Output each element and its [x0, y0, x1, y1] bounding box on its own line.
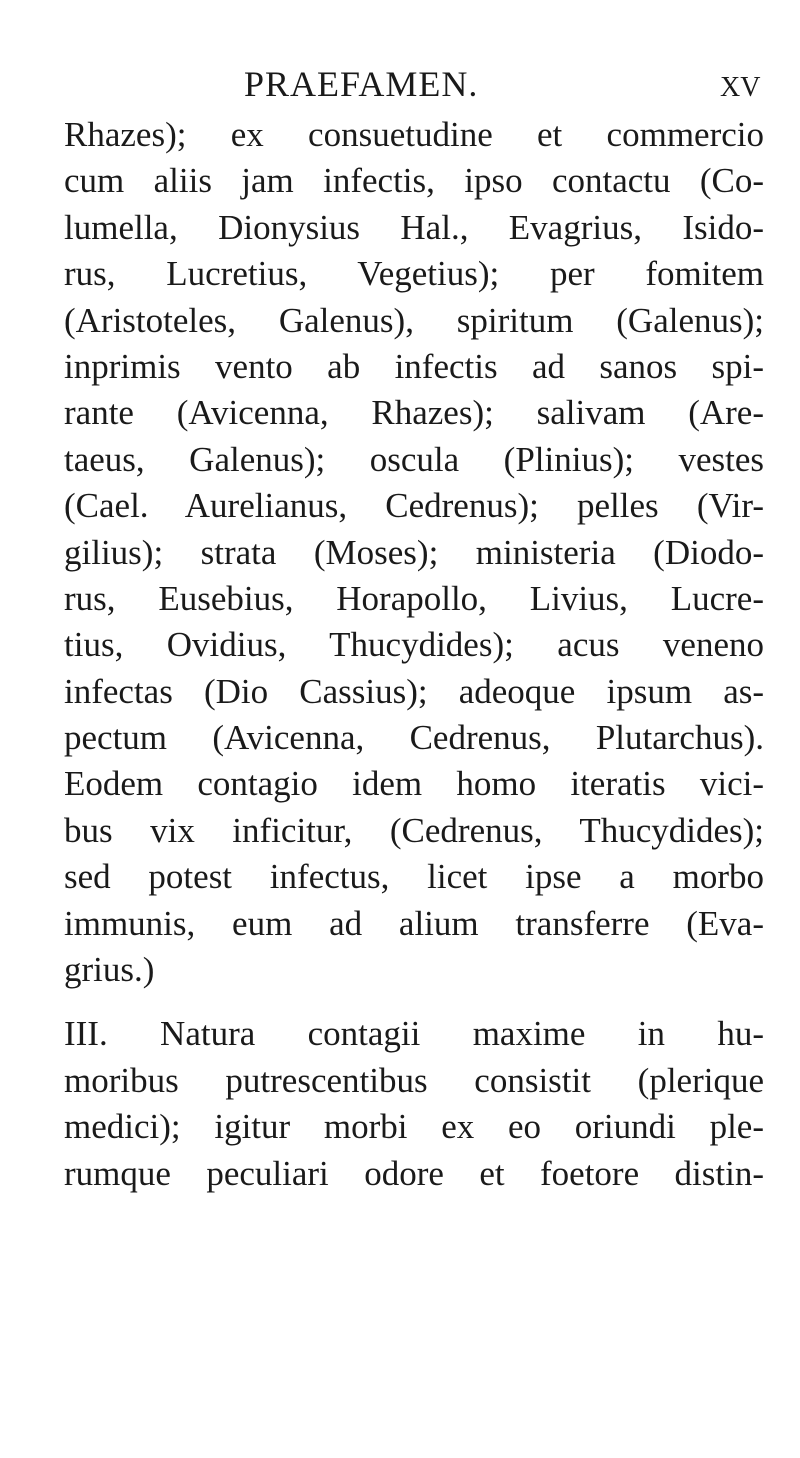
- text-line: (Aristoteles, Galenus), spiritum (Galenus);: [64, 300, 764, 340]
- text-line: pectum (Avicenna, Cedrenus, Plutarchus).: [64, 718, 764, 758]
- text-line: rante (Avicenna, Rhazes); salivam (Are-: [64, 393, 764, 433]
- text-line: III. Natura contagii maxime in hu-: [64, 1014, 764, 1054]
- paragraph: [64, 112, 764, 993]
- text-line: medici); igitur morbi ex eo oriundi ple-: [64, 1107, 764, 1147]
- text-line: cum aliis jam infectis, ipso contactu (Co-: [64, 161, 764, 201]
- text-line: moribus putrescentibus consistit (plerique: [64, 1060, 764, 1100]
- text-line: sed potest infectus, licet ipse a morbo: [64, 857, 764, 897]
- text-line: rumque peculiari odore et foetore distin-: [64, 1153, 764, 1193]
- paragraph: [64, 1011, 764, 1197]
- text-line: rus, Lucretius, Vegetius); per fomitem: [64, 254, 764, 294]
- running-head: [0, 62, 800, 106]
- text-line: inprimis vento ab infectis ad sanos spi-: [64, 346, 764, 386]
- text-line: gilius); strata (Moses); ministeria (Diodo-: [64, 532, 764, 572]
- text-line: immunis, eum ad alium transferre (Eva-: [64, 903, 764, 943]
- text-line: Eodem contagio idem homo iteratis vici-: [64, 764, 764, 804]
- text-line: taeus, Galenus); oscula (Plinius); vestes: [64, 439, 764, 479]
- text-line: lumella, Dionysius Hal., Evagrius, Isido-: [64, 207, 764, 247]
- paragraph-gap: [64, 993, 764, 1011]
- body-text: [64, 112, 764, 1197]
- text-line: grius.): [64, 950, 155, 990]
- text-line: tius, Ovidius, Thucydides); acus veneno: [64, 625, 764, 665]
- text-line: bus vix inficitur, (Cedrenus, Thucydides);: [64, 810, 764, 850]
- page-number: XV: [720, 72, 761, 103]
- text-line: (Cael. Aurelianus, Cedrenus); pelles (Vir-: [64, 486, 764, 526]
- text-line: infectas (Dio Cassius); adeoque ipsum as-: [64, 671, 764, 711]
- running-title: PRAEFAMEN.: [244, 64, 479, 104]
- text-line: rus, Eusebius, Horapollo, Livius, Lucre-: [64, 578, 764, 618]
- text-line: Rhazes); ex consuetudine et commercio: [64, 115, 764, 154]
